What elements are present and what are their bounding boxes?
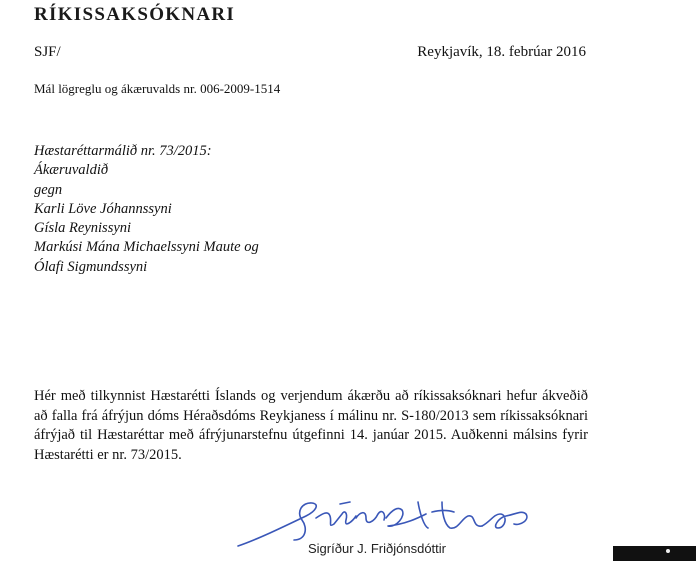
versus-label: gegn [34,181,63,198]
court-case-number: Hæstaréttarmálið nr. 73/2015: [34,143,212,159]
org-header: RÍKISSAKSÓKNARI [34,4,236,25]
defendant: Karli Löve Jóhannssyni [34,200,172,217]
prosecution-party: Ákæruvaldið [34,162,109,179]
case-number: Mál lögreglu og ákæruvalds nr. 006-2009-1514 [34,81,281,96]
place-date: Reykjavík, 18. febrúar 2016 [417,44,586,60]
parties-block [34,142,259,277]
defendant: Markúsi Mána Michaelssyni Maute og [34,239,259,256]
tab-dot-icon [666,549,670,553]
page-edge-tab [613,546,696,561]
defendant: Ólafi Sigmundssyni [34,258,148,275]
reference-code: SJF/ [34,44,61,60]
signer-name: Sigríður J. Friðjónsdóttir [308,541,446,556]
notice-paragraph: Hér með tilkynnist Hæstarétti Íslands og verjendum ákærðu að ríkissaksóknari hefur ákveðið að falla frá áfrýjun dóms Héraðsdóms Reykjaness í málinu nr. S-180/2013 sem ríkissaksóknari áfrýjað til Hæstaréttar með áfrýjunarstefnu útgefinni 14. janúar 2015. Auðkenni málsins fyrir Hæstarétti er nr. 73/2015. [34,388,588,463]
defendant: Gísla Reynissyni [34,220,132,237]
